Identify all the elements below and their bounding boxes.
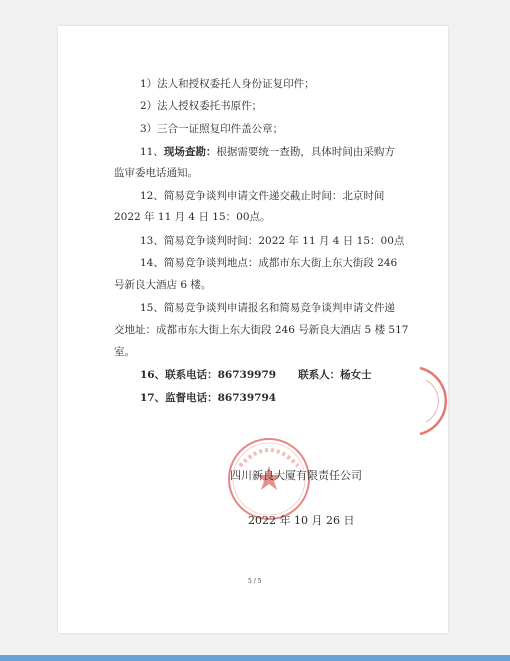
- item-3: 3）三合一证照复印件盖公章；: [140, 123, 284, 135]
- para-11-label: 现场查勘：: [163, 146, 217, 158]
- para-11-num: 11、: [140, 146, 164, 158]
- para-11-line1: [140, 145, 395, 159]
- para-13: 13、简易竞争谈判时间：2022 年 11 月 4 日 15：00点: [140, 235, 405, 247]
- company-name: 四川新良大厦有限责任公司: [230, 469, 362, 482]
- contact-person-label: 联系人：: [298, 369, 341, 381]
- page-number: 5 / 5: [248, 578, 262, 585]
- signature-date: 2022 年 10 月 26 日: [248, 514, 355, 527]
- supervision-phone: 86739794: [217, 392, 277, 404]
- document-page: [58, 26, 448, 633]
- para-14-line1: 14、简易竞争谈判地点：成都市东大街上东大街段 246: [140, 257, 398, 269]
- para-12-line2: 2022 年 11 月 4 日 15：00点。: [114, 211, 271, 223]
- para-16: [140, 368, 372, 382]
- contact-phone-label: 16、联系电话：: [140, 369, 218, 381]
- para-15-line3: 室。: [114, 346, 135, 358]
- supervision-phone-label: 17、监督电话：: [140, 392, 218, 404]
- item-2: 2）法人授权委托书原件；: [140, 100, 263, 112]
- para-15-line2: 交地址：成都市东大街上东大街段 246 号新良大酒店 5 楼 517: [114, 324, 409, 336]
- para-11-text: 根据需要统一查勘，具体时间由采购方: [216, 146, 395, 158]
- contact-person: 杨女士: [340, 369, 372, 381]
- item-1: 1）法人和授权委托人身份证复印件；: [140, 78, 315, 90]
- para-14-line2: 号新良大酒店 6 楼。: [114, 279, 212, 291]
- para-15-line1: 15、简易竞争谈判申请报名和简易竞争谈判申请文件递: [140, 302, 395, 314]
- para-12-line1: 12、简易竞争谈判申请文件递交截止时间：北京时间: [140, 190, 385, 202]
- para-11-line2: 监审委电话通知。: [114, 167, 198, 179]
- bottom-bar: [0, 655, 510, 661]
- para-17: [140, 391, 276, 405]
- contact-phone: 86739979: [217, 369, 277, 381]
- partial-seal-stamp: [418, 366, 448, 436]
